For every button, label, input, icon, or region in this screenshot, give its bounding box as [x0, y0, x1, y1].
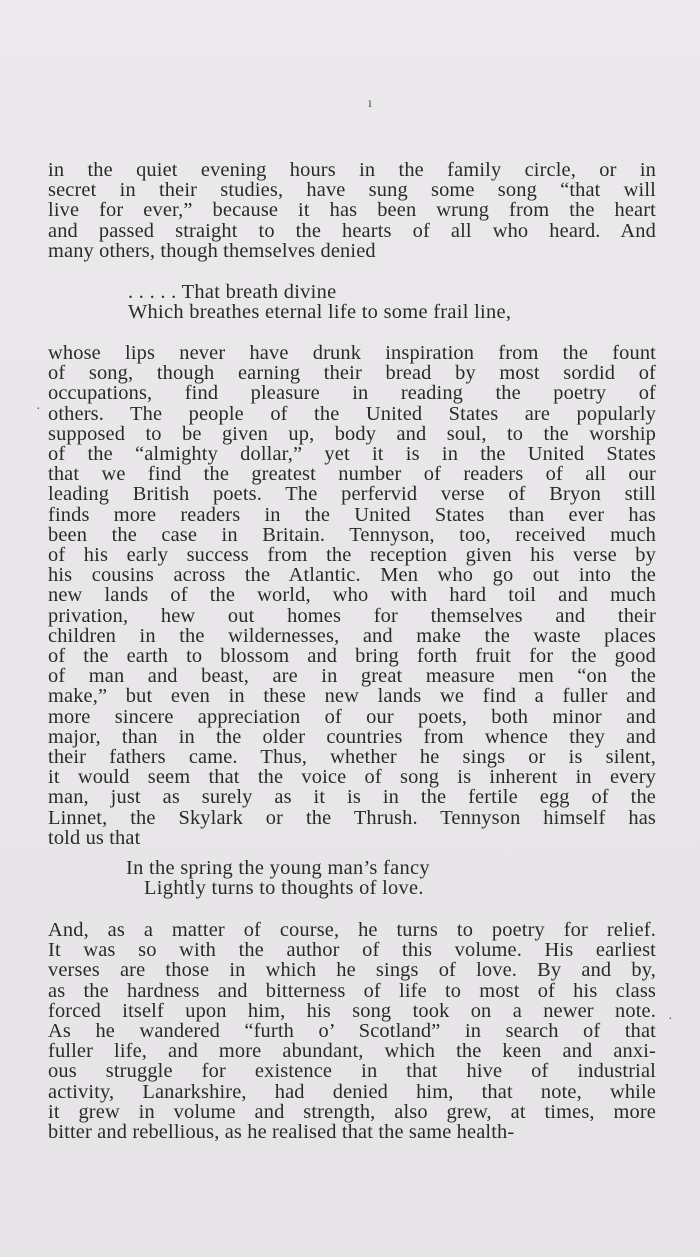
paragraph-line: of his early success from the reception given his verse by [48, 544, 656, 567]
paragraph-3 [48, 920, 656, 1142]
paragraph-line: bitter and rebellious, as he realised that the same health- [48, 1121, 515, 1144]
paragraph-line: supposed to be given up, body and soul, to the worship [48, 422, 656, 445]
page-speck: · [36, 402, 41, 417]
paragraph-line: major, than in the older countries from whence they and [48, 725, 656, 748]
paragraph-line: of the “almighty dollar,” yet it is in the United States [48, 443, 656, 466]
paragraph-line: man, just as surely as it is in the fertile egg of the [48, 786, 656, 809]
paragraph-line: been the case in Britain. Tennyson, too, received much [48, 523, 656, 546]
verse-line: In the spring the young man’s fancy [126, 857, 430, 879]
page-speck: ı [368, 96, 372, 111]
paragraph-line: privation, hew out homes for themselves and their [48, 604, 656, 627]
paragraph-line: others. The people of the United States are popularly [48, 402, 656, 425]
paragraph-line: And, as a matter of course, he turns to poetry for relief. [48, 919, 656, 941]
paragraph-line: told us that [48, 826, 141, 849]
paragraph-line: their fathers came. Thus, whether he sings or is silent, [48, 746, 656, 769]
paragraph-line: ous struggle for existence in that hive of industrial [48, 1060, 656, 1083]
paragraph-line: make,” but even in these new lands we find a fuller and [48, 685, 656, 708]
paragraph-line: Linnet, the Skylark or the Thrush. Tennyson himself has [48, 806, 656, 829]
paragraph-line: finds more readers in the United States than ever has [48, 503, 656, 526]
paragraph-line: as the hardness and bitterness of life to most of his class [48, 979, 656, 1002]
paragraph-line: fuller life, and more abundant, which the keen and anxi- [48, 1040, 656, 1063]
paragraph-line: of song, though earning their bread by most sordid of [48, 362, 656, 385]
paragraph-line: forced itself upon him, his song took on a newer note. [48, 999, 656, 1022]
paragraph-line: and passed straight to the hearts of all who heard. And [48, 219, 656, 242]
paragraph-line: his cousins across the Atlantic. Men who go out into the [48, 564, 656, 587]
paragraph-line: of the earth to blossom and bring forth fruit for the good [48, 645, 656, 668]
verse-quote-2 [126, 858, 430, 898]
paragraph-line: As he wandered “furth o’ Scotland” in search of that [48, 1020, 656, 1043]
paragraph-line: new lands of the world, who with hard toil and much [48, 584, 656, 607]
paragraph-line: It was so with the author of this volume. His earliest [48, 939, 656, 962]
paragraph-line: of man and beast, are in great measure men “on the [48, 665, 656, 688]
verse-line: Which breathes eternal life to some frail line, [128, 301, 512, 324]
verse-line: Lightly turns to thoughts of love. [144, 877, 424, 900]
paragraph-line: activity, Lanarkshire, had denied him, that note, while [48, 1080, 656, 1103]
paragraph-line: secret in their studies, have sung some song “that will [48, 179, 656, 202]
paragraph-line: children in the wildernesses, and make the waste places [48, 624, 656, 647]
verse-line: . . . . . That breath divine [128, 281, 337, 303]
verse-quote-1 [128, 282, 511, 322]
paragraph-line: it would seem that the voice of song is inherent in every [48, 766, 656, 789]
paragraph-line: it grew in volume and strength, also grew, at times, more [48, 1100, 656, 1123]
paragraph-line: live for ever,” because it has been wrung from the heart [48, 199, 656, 222]
page-speck: · [668, 1012, 673, 1027]
paragraph-1 [48, 160, 656, 261]
paragraph-line: occupations, find pleasure in reading the poetry of [48, 382, 656, 405]
paragraph-line: whose lips never have drunk inspiration from the fount [48, 342, 656, 364]
paragraph-line: leading British poets. The perfervid verse of Bryon still [48, 483, 656, 506]
paragraph-2 [48, 343, 656, 848]
paragraph-line: more sincere appreciation of our poets, both minor and [48, 705, 656, 728]
paragraph-line: many others, though themselves denied [48, 239, 376, 262]
paragraph-line: verses are those in which he sings of love. By and by, [48, 959, 656, 982]
paragraph-line: that we find the greatest number of readers of all our [48, 463, 656, 486]
paragraph-line: in the quiet evening hours in the family circle, or in [48, 159, 656, 181]
